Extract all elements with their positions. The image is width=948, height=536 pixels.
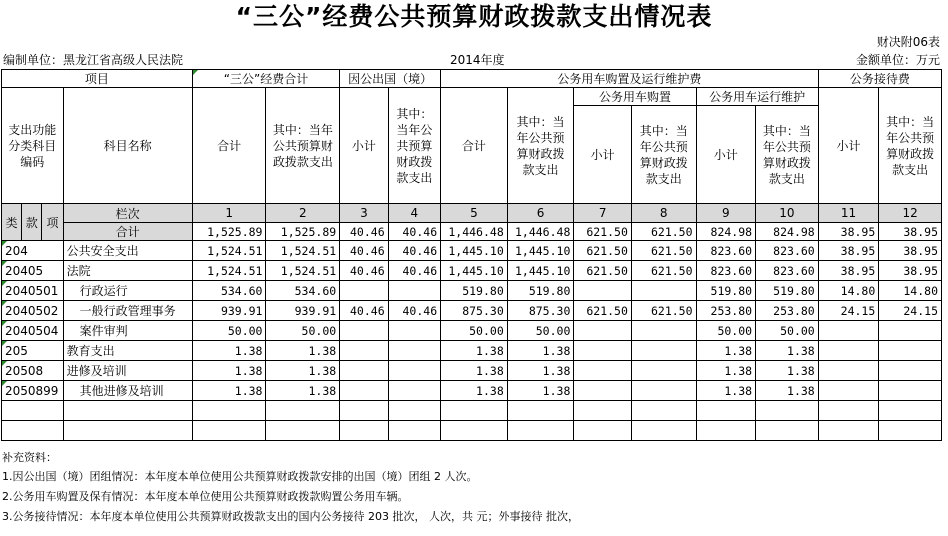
col-number: 4 [388, 204, 441, 223]
cell [507, 421, 574, 441]
cell: 50.00 [441, 321, 508, 341]
cell: 939.91 [192, 301, 266, 321]
cell: 1.38 [507, 361, 574, 381]
table-row [2, 421, 942, 441]
table-row [2, 381, 942, 401]
cell: 823.60 [696, 241, 756, 261]
cell: 534.60 [192, 281, 266, 301]
cell: 1,445.10 [441, 241, 508, 261]
cell: 1,445.10 [507, 241, 574, 261]
cell [388, 421, 441, 441]
col-number: 3 [340, 204, 388, 223]
col-number: 5 [441, 204, 508, 223]
row-code: 20405 [2, 261, 64, 281]
cell: 1.38 [756, 381, 819, 401]
cell: 50.00 [192, 321, 266, 341]
cell: 38.95 [879, 261, 942, 281]
cell [631, 281, 696, 301]
header-xiang: 项 [42, 204, 63, 241]
table-row [2, 281, 942, 301]
header-col-subtotal: 小计 [574, 106, 632, 204]
cell: 40.46 [340, 301, 388, 321]
cell: 24.15 [879, 301, 942, 321]
row-code: 205 [2, 341, 64, 361]
cell: 14.80 [879, 281, 942, 301]
header-kuan: 款 [22, 204, 42, 241]
header-vehicle-operation: 公务用车运行维护 [696, 88, 818, 106]
cell: 1.38 [507, 381, 574, 401]
cell: 1.38 [756, 361, 819, 381]
cell [818, 341, 879, 361]
cell: 1.38 [507, 341, 574, 361]
cell [696, 401, 756, 421]
cell [879, 381, 942, 401]
cell: 823.60 [756, 261, 819, 281]
cell [340, 421, 388, 441]
cell [818, 401, 879, 421]
header-lei: 类 [2, 204, 22, 241]
row-code: 20508 [2, 361, 64, 381]
cell [388, 321, 441, 341]
row-code: 2040501 [2, 281, 64, 301]
cell: 1,446.48 [441, 223, 508, 241]
cell [574, 421, 632, 441]
row-code [2, 421, 64, 441]
note-line-1: 1.因公出国（境）团组情况：本年度本单位使用公共预算财政拨款安排的出国（境）团组 2 人次。 [2, 470, 478, 483]
cell [631, 421, 696, 441]
header-col-total: 合计 [192, 88, 266, 204]
cell: 38.95 [818, 241, 879, 261]
cell [340, 401, 388, 421]
header-sangong-total: “三公”经费合计 [192, 70, 339, 88]
cell: 519.80 [696, 281, 756, 301]
form-number: 财决附06表 [876, 35, 940, 49]
row-name [63, 421, 192, 441]
cell [696, 421, 756, 441]
cell: 621.50 [631, 301, 696, 321]
header-col-total: 合计 [441, 88, 508, 204]
cell [818, 381, 879, 401]
header-col-subtotal: 小计 [818, 88, 879, 204]
cell: 253.80 [756, 301, 819, 321]
row-code: 204 [2, 241, 64, 261]
header-reception: 公务接待费 [818, 70, 941, 88]
cell: 875.30 [441, 301, 508, 321]
cell [574, 381, 632, 401]
cell [340, 341, 388, 361]
cell [818, 421, 879, 441]
col-number: 9 [696, 204, 756, 223]
cell: 50.00 [266, 321, 340, 341]
cell: 40.46 [340, 261, 388, 281]
cell: 1,445.10 [507, 261, 574, 281]
cell: 1.38 [696, 381, 756, 401]
cell: 519.80 [756, 281, 819, 301]
cell [388, 281, 441, 301]
cell: 40.46 [340, 223, 388, 241]
cell: 875.30 [507, 301, 574, 321]
table-row [2, 321, 942, 341]
cell: 621.50 [574, 301, 632, 321]
table-row [2, 261, 942, 281]
cell: 621.50 [574, 261, 632, 281]
cell: 40.46 [340, 241, 388, 261]
header-col-of-which: 其中：当年公共预算财政拨款支出 [756, 106, 819, 204]
amount-unit: 金额单位：万元 [855, 53, 940, 67]
header-vehicle-purchase: 公务用车购置 [574, 88, 696, 106]
cell: 1.38 [266, 341, 340, 361]
fiscal-year: 2014年度 [450, 53, 505, 67]
cell: 1,525.89 [192, 223, 266, 241]
table-row [2, 341, 942, 361]
row-name: 合计 [63, 223, 192, 241]
col-number: 10 [756, 204, 819, 223]
header-col-subtotal: 小计 [696, 106, 756, 204]
cell: 621.50 [631, 223, 696, 241]
cell: 38.95 [879, 223, 942, 241]
cell [574, 321, 632, 341]
cell [388, 381, 441, 401]
cell: 1,524.51 [192, 261, 266, 281]
cell [631, 321, 696, 341]
header-subject-name: 科目名称 [63, 88, 192, 204]
header-lan-ci: 栏次 [63, 204, 192, 223]
cell [192, 401, 266, 421]
cell: 519.80 [441, 281, 508, 301]
row-code: 2040502 [2, 301, 64, 321]
cell [441, 401, 508, 421]
col-number: 8 [631, 204, 696, 223]
cell [756, 421, 819, 441]
table-row [2, 401, 942, 421]
table-row [2, 301, 942, 321]
cell: 1,524.51 [192, 241, 266, 261]
header-col-subtotal: 小计 [340, 88, 388, 204]
row-code: 2040504 [2, 321, 64, 341]
col-number: 6 [507, 204, 574, 223]
cell [631, 361, 696, 381]
cell [192, 421, 266, 441]
cell [388, 401, 441, 421]
cell: 50.00 [756, 321, 819, 341]
row-name: 行政运行 [63, 281, 192, 301]
cell [266, 421, 340, 441]
cell: 1,446.48 [507, 223, 574, 241]
cell [879, 401, 942, 421]
cell [340, 321, 388, 341]
cell [574, 341, 632, 361]
cell [507, 401, 574, 421]
cell [441, 421, 508, 441]
col-number: 1 [192, 204, 266, 223]
cell: 1.38 [696, 341, 756, 361]
cell: 939.91 [266, 301, 340, 321]
cell: 823.60 [756, 241, 819, 261]
row-name: 其他进修及培训 [63, 381, 192, 401]
cell [388, 361, 441, 381]
cell: 621.50 [574, 241, 632, 261]
cell: 40.46 [388, 261, 441, 281]
cell: 253.80 [696, 301, 756, 321]
cell: 1.38 [756, 341, 819, 361]
cell: 519.80 [507, 281, 574, 301]
cell: 1,524.51 [266, 261, 340, 281]
cell [756, 401, 819, 421]
table-row [2, 361, 942, 381]
report-title: “三公”经费公共预算财政拨款支出情况表 [235, 2, 713, 31]
cell [340, 381, 388, 401]
row-name: 一般行政管理事务 [63, 301, 192, 321]
cell: 1.38 [441, 361, 508, 381]
col-number: 11 [818, 204, 879, 223]
cell [631, 341, 696, 361]
cell: 824.98 [696, 223, 756, 241]
cell: 621.50 [631, 241, 696, 261]
col-number: 12 [879, 204, 942, 223]
col-number: 7 [574, 204, 632, 223]
compiling-unit: 编制单位：黑龙江省高级人民法院 [3, 53, 184, 67]
header-col-of-which: 其中：当年公共预算财政拨款支出 [879, 88, 942, 204]
header-col-of-which: 其中：当年公共预算财政拨款支出 [266, 88, 340, 204]
row-name: 公共安全支出 [63, 241, 192, 261]
cell: 621.50 [574, 223, 632, 241]
notes-heading: 补充资料： [2, 451, 57, 464]
cell: 50.00 [507, 321, 574, 341]
note-line-3: 3.公务接待情况：本年度本单位使用公共预算财政拨款支出的国内公务接待 203 批次， 人次，共 元；外事接待 批次， [2, 510, 579, 523]
row-name: 教育支出 [63, 341, 192, 361]
col-number: 2 [266, 204, 340, 223]
row-code: 2050899 [2, 381, 64, 401]
cell [631, 401, 696, 421]
cell: 824.98 [756, 223, 819, 241]
table-row-total [2, 223, 942, 241]
cell: 823.60 [696, 261, 756, 281]
row-name: 法院 [63, 261, 192, 281]
cell: 1,445.10 [441, 261, 508, 281]
cell: 40.46 [388, 223, 441, 241]
cell: 1.38 [192, 341, 266, 361]
cell: 1.38 [441, 381, 508, 401]
header-vehicle: 公务用车购置及运行维护费 [441, 70, 819, 88]
cell [266, 401, 340, 421]
cell: 1.38 [192, 381, 266, 401]
row-name [63, 401, 192, 421]
cell [574, 281, 632, 301]
cell [879, 361, 942, 381]
cell: 38.95 [879, 241, 942, 261]
cell [879, 321, 942, 341]
cell [574, 401, 632, 421]
cell [574, 361, 632, 381]
header-project: 项目 [2, 70, 193, 88]
cell: 621.50 [631, 261, 696, 281]
cell: 24.15 [818, 301, 879, 321]
row-code [2, 401, 64, 421]
header-func-code: 支出功能分类科目编码 [2, 88, 64, 204]
cell: 1.38 [266, 361, 340, 381]
table-row [2, 241, 942, 261]
cell: 1.38 [696, 361, 756, 381]
header-col-of-which: 其中：当年公共预算财政拨款支出 [631, 106, 696, 204]
cell [340, 281, 388, 301]
cell: 40.46 [388, 301, 441, 321]
cell [818, 361, 879, 381]
cell: 40.46 [388, 241, 441, 261]
cell: 534.60 [266, 281, 340, 301]
row-name: 进修及培训 [63, 361, 192, 381]
note-line-2: 2.公务用车购置及保有情况：本年度本单位使用公共预算财政拨款购置公务用车辆。 [2, 490, 409, 503]
cell [818, 321, 879, 341]
cell: 14.80 [818, 281, 879, 301]
cell: 1.38 [441, 341, 508, 361]
cell: 1.38 [192, 361, 266, 381]
expenditure-table [1, 69, 942, 441]
cell: 1.38 [266, 381, 340, 401]
cell [631, 381, 696, 401]
header-col-of-which: 其中：当年公共预算财政拨款支出 [388, 88, 441, 204]
cell: 38.95 [818, 223, 879, 241]
cell: 50.00 [696, 321, 756, 341]
cell [340, 361, 388, 381]
header-abroad: 因公出国（境） [340, 70, 441, 88]
cell: 1,525.89 [266, 223, 340, 241]
cell: 1,524.51 [266, 241, 340, 261]
cell: 38.95 [818, 261, 879, 281]
row-name: 案件审判 [63, 321, 192, 341]
header-col-of-which: 其中：当年公共预算财政拨款支出 [507, 88, 574, 204]
cell [879, 421, 942, 441]
cell [388, 341, 441, 361]
cell [879, 341, 942, 361]
